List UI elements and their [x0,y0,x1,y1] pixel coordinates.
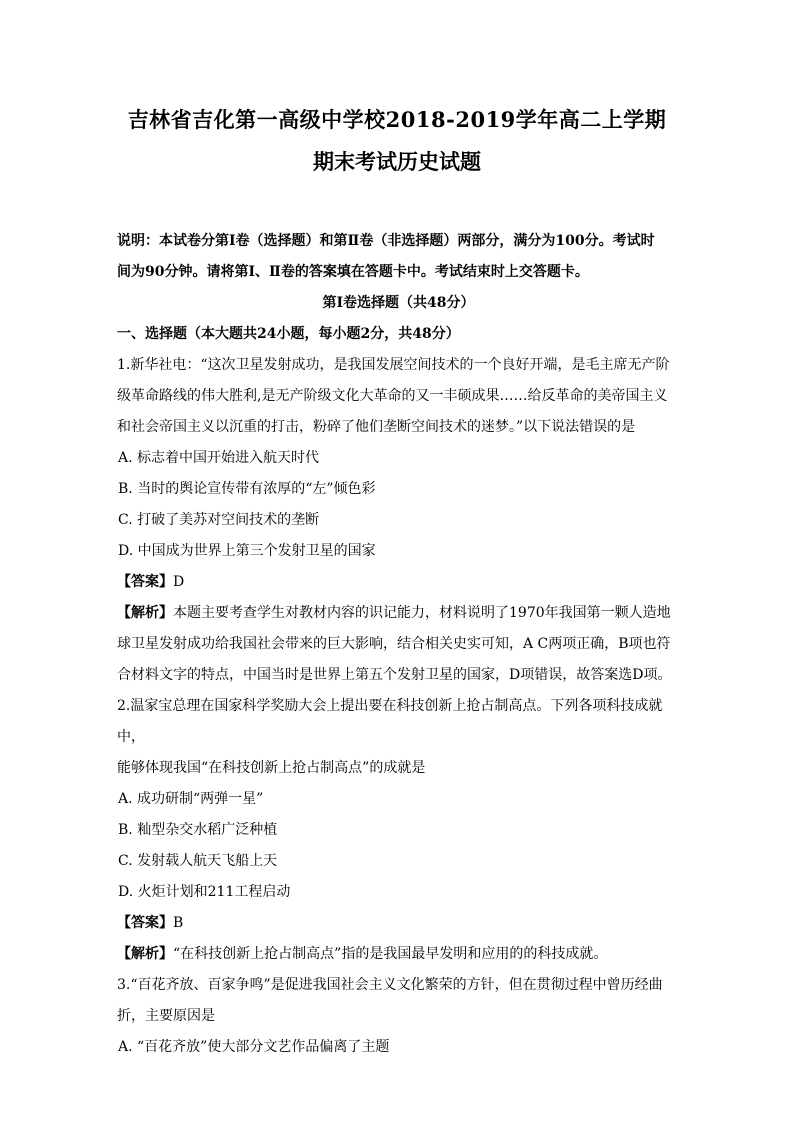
option-b: B. 当时的舆论宣传带有浓厚的“左”倾色彩 [118,481,376,497]
part-title: 一、选择题（本大题共24小题，每小题2分，共48分） [117,326,460,342]
analysis-text: 本题主要考查学生对教材内容的识记能力，材料说明了1970年我国第一颗人造地 [173,605,671,621]
question-2 [117,691,680,970]
section-title: 第Ⅰ卷选择题（共48分） [322,295,475,311]
option-a: A. 成功研制“两弹一星” [118,791,264,807]
analysis-line: 合材料文字的特点，中国当时是世界上第五个发射卫星的国家，D项错误，故答案选D项。 [117,667,672,683]
document-body [117,226,680,1063]
question-stem-line: 3.“百花齐放、百家争鸣”是促进我国社会主义文化繁荣的方针，但在贯彻过程中曾历经曲 [117,977,663,993]
question-3 [117,970,680,1063]
document-title: 吉林省吉化第一高级中学校2018-2019学年高二上学期 [127,107,667,132]
answer-value: D [173,574,185,590]
question-stem-line: 级革命路线的伟大胜利,是无产阶级文化大革命的又一丰硕成果……给反革命的美帝国主义 [117,388,668,404]
option-d: D. 火炬计划和211工程启动 [118,884,291,900]
answer-value: B [173,915,184,931]
analysis-line: 球卫星发射成功给我国社会带来的巨大影响，结合相关史实可知，A C两项正确，B项也符 [117,636,671,652]
answer-tag: 【答案】 [117,574,173,590]
analysis-tag: 【解析】 [117,946,173,962]
option-a: A. “百花齐放”使大部分文艺作品偏离了主题 [118,1039,390,1055]
question-stem-line: 1.新华社电：“这次卫星发射成功，是我国发展空间技术的一个良好开端，是毛主席无产阶 [117,357,670,373]
question-stem-line: 能够体现我国“在科技创新上抢占制高点”的成就是 [117,760,426,776]
analysis-line [117,939,680,970]
exam-note-line: 间为90分钟。请将第Ⅰ、Ⅱ卷的答案填在答题卡中。考试结束时上交答题卡。 [117,264,589,280]
option-d: D. 中国成为世界上第三个发射卫星的国家 [118,543,376,559]
option-b: B. 籼型杂交水稻广泛种植 [118,822,278,838]
exam-note-line: 说明：本试卷分第Ⅰ卷（选择题）和第Ⅱ卷（非选择题）两部分，满分为100分。考试时 [117,233,655,249]
answer-tag: 【答案】 [117,915,173,931]
option-c: C. 发射载人航天飞船上天 [118,853,278,869]
analysis-tag: 【解析】 [117,605,173,621]
question-stem-line: 和社会帝国主义以沉重的打击，粉碎了他们垄断空间技术的迷梦。”以下说法错误的是 [117,419,636,435]
question-stem-line: 2.温家宝总理在国家科学奖励大会上提出要在科技创新上抢占制高点。下列各项科技成就中， [117,698,663,745]
question-1 [117,350,680,691]
analysis-line [117,598,680,629]
option-c: C. 打破了美苏对空间技术的垄断 [118,512,320,528]
document-subtitle: 期末考试历史试题 [313,149,481,174]
answer-line [117,908,680,939]
option-a: A. 标志着中国开始进入航天时代 [118,450,320,466]
question-stem-line: 折，主要原因是 [117,1008,215,1024]
analysis-text: “在科技创新上抢占制高点”指的是我国最早发明和应用的的科技成就。 [173,946,608,962]
answer-line [117,567,680,598]
